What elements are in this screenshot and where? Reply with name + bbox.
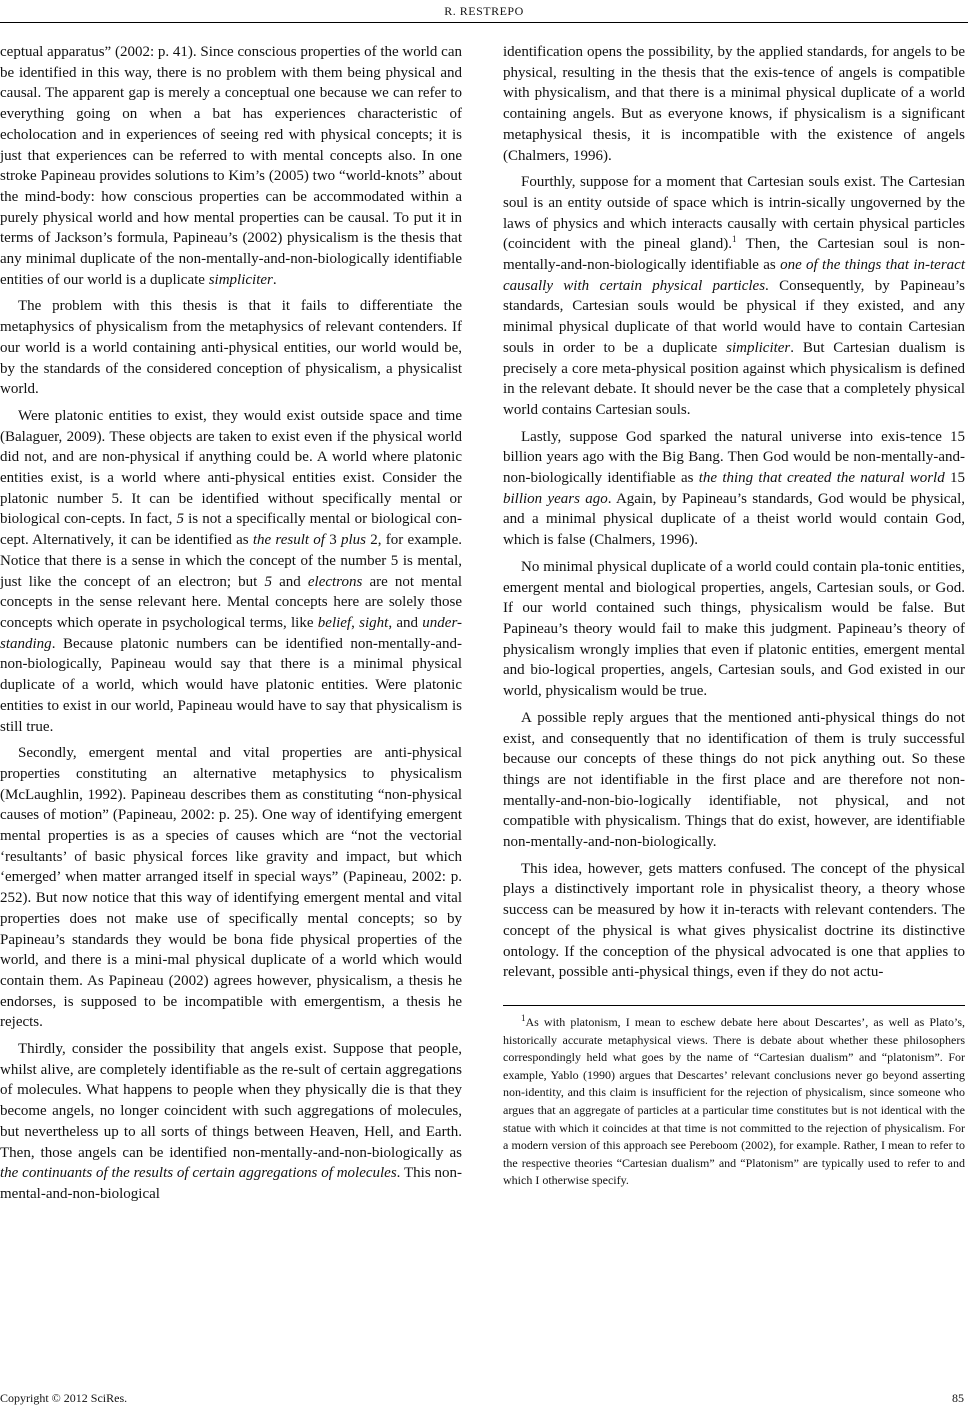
paragraph: Lastly, suppose God sparked the natural universe into exis-tence 15 billion years ago with the Big Bang. Then God would be non-mentally-and-non-biologically identifiable as the thing that created the natural world 15 billion years ago. Again, by Papineau’s standards, God would be physical, and a minimal physical duplicate of a theist world would contain God, which is false (Chalmers, 1996). xyxy=(503,428,965,549)
paragraph: A possible reply argues that the mentioned anti-physical things do not exist, and consequently that no identification of them is truly successful because our concepts of these things do not pick anything out. So these things are not identifiable in the first place and are therefore not non-mentally-and-non-bio-logically identifiable, not physical, and not compatible with physicalism. Things that do exist, however, are identifiable non-mentally-and-non-biologically. xyxy=(503,709,965,851)
right-column xyxy=(503,42,965,1196)
paragraph: This idea, however, gets matters confused. The concept of the physical plays a distinctively important role in physicalist theory, a theory whose success can be measured by how it in-teracts with relevant contenders. The concept of the physical is what gives physicalist doctrine its distinctive ontology. If the conception of the physical advocated is one that applies to relevant, possible anti-physical things, even if they do not actu- xyxy=(503,860,965,981)
paragraph: identification opens the possibility, by the applied standards, for angels to be physical, resulting in the thesis that the exis-tence of angels is compatible with physicalism, and that there is a minimal physical duplicate of a world containing angels. But as everyone knows, if physicalism is a significant metaphysical thesis, it is incompatible with the existence of angels (Chalmers, 1996). xyxy=(503,44,965,164)
footnote: $^1$As with platonism, I mean to eschew debate here about Descartes’, as well as Plato’s, historically accurate metaphysical views. There is debate about whether these philosophers correspondingly held what goes by the name of “Cartesian dualism” and “platonism”. For example, Yablo (1990) argues that Descartes’ relevant conclusions never go beyond asserting non-identity, and this claim is insufficient for the rejection of physicalism, since someone who argues that an aggregate of particles at a particular time constitutes but is not identical with the statue with which it coincides at that time is not committed to the rejection of physicalism. For a modern version of this approach see Pereboom (2002), for example. Rather, I mean to refer to the respective theories “Cartesian dualism” and “Platonism” are typically used to refer to and which I otherwise specify. xyxy=(503,1012,965,1188)
paragraph: Fourthly, suppose for a moment that Cartesian souls exist. The Cartesian soul is an entity outside of space which is intrin-sically ungoverned by the laws of physics and which interacts causally with certain physical particles (coincident with the pineal gland).$^1$ Then, the Cartesian soul is non-mentally-and-non-biologically identifiable as one of the things that in-teract causally with certain physical particles. Consequently, by Papineau’s standards, Cartesian souls would be physical if they existed, and any minimal physical duplicate of that world would have to contain Cartesian souls in order to be a duplicate simpliciter. But Cartesian dualism is precisely a core meta-physical position against which physicalism is defined in the relevant debate. It should never be the case that a completely physical world contains Cartesian souls. xyxy=(503,174,965,418)
paragraph: No minimal physical duplicate of a world could contain pla-tonic entities, emergent mental and biological properties, angels, Cartesian souls, or God. If our world contained such things, physicalism would be false. But Papineau’s theory would fail to make this judgment. Papineau’s theory of physicalism wrongly implies that even if platonic entities, emergent mental and bio-logical properties, angels, Cartesian souls, and God existed in our world, physicalism would be true. xyxy=(503,558,965,700)
left-column xyxy=(0,42,462,1211)
paragraph: Secondly, emergent mental and vital properties are anti-physical properties constituting an alternative metaphysics to physicalism (McLaughlin, 1992). Papineau describes them as constituting “non-physical causes of motion” (Papineau, 2002: p. 25). One way of identifying emergent mental properties is as a species of causes which are “not the vectorial ‘resultants’ of basic physical forces like gravity and impact, but which ‘emerged’ when matter arranged itself in special ways” (Papineau, 2002: p. 252). But now notice that this way of identifying emergent mental and vital properties does not make use of specifically mental concepts; so by Papineau’s standards they would be bona fide physical properties of the world, and there is a mini-mal physical duplicate of a world which would contain them. As Papineau (2002) agrees however, physicalism, a thesis he endorses, is supposed to be incompatible with emergentism, a thesis he rejects. xyxy=(0,745,462,1031)
paragraph: Thirdly, consider the possibility that angels exist. Suppose that people, whilst alive, are completely identifiable as the re-sult of certain aggregations of molecules. What happens to people when they physically die is that they become angels, no longer coincident with such aggregations of molecules, but nevertheless up to all sorts of things between Heaven, Hell, and Earth. Then, those angels can be identified non-mentally-and-non-biologically as the continuants of the results of certain aggregations of molecules. This non-mental-and-non-biological xyxy=(0,1041,462,1202)
page-number: 85 xyxy=(952,1391,964,1405)
copyright-notice: Copyright © 2012 SciRes. xyxy=(0,1391,128,1405)
running-head: R. RESTREPO xyxy=(444,4,524,18)
paragraph: ceptual apparatus” (2002: p. 41). Since conscious properties of the world can be identified in this way, there is no problem with them being physical and causal. The apparent gap is merely a conceptual one because we can refer to everything going on when a bat has experiences characteristic of echolocation and in experiences of seeing red with physical concepts; it is just that experiences can be referred to with mental concepts also. In one stroke Papineau provides solutions to Kim’s (2005) two “world-knots” about the mind-body: how conscious properties can be accommodated within a purely physical world and how mental properties can be causal. To put it in terms of Jackson’s formula, Papineau’s (2002) physicalism is the thesis that any minimal duplicate of the non-mentally-and-non-biologically identifiable entities of our world is a duplicate simpliciter. xyxy=(0,44,462,288)
header-rule xyxy=(0,22,968,23)
paragraph: The problem with this thesis is that it fails to differentiate the metaphysics of physicalism from the metaphysics of relevant contenders. If our world is a world containing anti-physical entities, our world would be, by the standards of the considered conception of physicalism, a physicalist world. xyxy=(0,298,462,398)
paragraph: Were platonic entities to exist, they would exist outside space and time (Balaguer, 2009). These objects are taken to exist even if the physical world did not, and are non-physical if anything could be. A world where platonic entities exist, is a world where anti-physical entities exist. Consider the platonic number 5. It can be identified without specifically mental or biological con-cepts. In fact, 5 is not a specifically mental or biological con-cept. Alternatively, it can be identified as the result of 3 plus 2, for example. Notice that there is a sense in which the concept of the number 5 is mental, just like the concept of an electron; but 5 and electrons are not mental concepts in the sense relevant here. Mental concepts here are solely those concepts which operate in psychological terms, like belief, sight, and under-standing. Because platonic numbers can be identified non-mentally-and-non-biologically, Papineau would say that there is a minimal physical duplicate of a world, which would have platonic entities. Were platonic entities to exist in our world, Papineau would have to say that physicalism is still true. xyxy=(0,407,463,735)
footnote-rule xyxy=(503,1005,965,1006)
